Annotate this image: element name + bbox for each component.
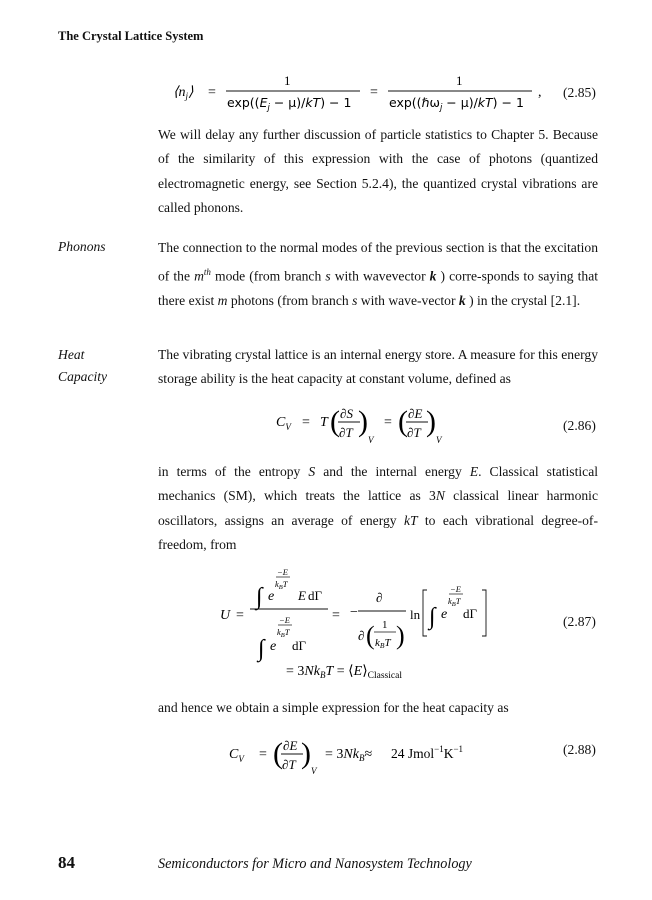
equation-2-88 xyxy=(225,728,525,782)
svg-text:1: 1 xyxy=(284,73,291,88)
svg-text:V: V xyxy=(436,435,442,445)
equation-number: (2.86) xyxy=(563,418,596,433)
svg-text:∂: ∂ xyxy=(358,628,365,643)
svg-text:∫: ∫ xyxy=(256,584,263,610)
svg-text:,: , xyxy=(538,85,542,100)
svg-text:−E: −E xyxy=(450,584,461,594)
equation-2-87 xyxy=(210,560,510,690)
equation-number: (2.87) xyxy=(563,614,596,629)
svg-text:∂T: ∂T xyxy=(407,425,421,440)
svg-text:= 3NkB≈: = $3Nk_B\approx$ xyxy=(325,747,373,763)
svg-text:kBT: kBT xyxy=(375,637,391,650)
svg-text:−: − xyxy=(350,605,358,620)
svg-text:dΓ: dΓ xyxy=(463,606,478,621)
svg-text:= 3NkBT = ⟨E⟩Classical: = $3Nk_BT$ = $⟨E⟩_{Classical}$ xyxy=(286,664,402,681)
svg-text:∂E: ∂E xyxy=(283,738,298,753)
footer-book-title: Semiconductors for Micro and Nanosystem Technology xyxy=(158,856,472,872)
heat-capacity-unit: K xyxy=(443,746,454,761)
svg-text:): ) xyxy=(396,621,405,650)
paragraph: and hence we obtain a simple expression for the heat capacity as xyxy=(158,700,509,715)
svg-text:exp((Ej − μ)/kT) − 1: $\exp((E_j - \mu)/kT) - 1$ xyxy=(227,95,352,112)
svg-text:ln: ln xyxy=(410,607,421,622)
paragraph: We will delay any further discussion of particle statistics to Chapter 5. Because of the similarity of this expression with the case of photons (quantized electromagnetic energy, see Section 5.2.4), the quantized crystal vibrations are called phonons. xyxy=(158,127,598,215)
svg-text:V: V xyxy=(368,435,374,445)
paragraph: The vibrating crystal lattice is an internal energy store. A measure for this energy storage ability is the heat capacity at constant volume, defined as xyxy=(158,347,598,387)
svg-text:∂T: ∂T xyxy=(282,757,296,772)
sidenote-phonons: Phonons xyxy=(58,239,106,254)
svg-text:dΓ: dΓ xyxy=(308,588,323,603)
svg-text:=: = xyxy=(332,608,340,623)
paragraph: in terms of the entropy S and the internal energy E. Classical statistical mechanics (SM), which treats the lattice as 3N classical linear harmonic oscillators, assigns an average of energy kT to each vibrational degree-of-freedom, from xyxy=(158,464,598,552)
svg-text:kBT: $k_BT$ xyxy=(277,627,290,639)
svg-text:=: = xyxy=(370,85,378,100)
svg-text:1: 1 xyxy=(382,619,388,631)
sidenote-heat-capacity: Heat Capacity xyxy=(58,347,108,384)
svg-text:CV: $C_V$ xyxy=(276,415,291,432)
svg-text:e: e xyxy=(270,639,277,654)
equation-2-85 xyxy=(160,66,560,112)
running-header: The Crystal Lattice System xyxy=(58,29,204,43)
svg-text:dΓ: dΓ xyxy=(292,638,307,653)
page-number: 84 xyxy=(58,853,75,872)
equation-number: (2.88) xyxy=(563,742,596,757)
svg-text:−E: −E xyxy=(279,615,290,625)
svg-text:∂S: ∂S xyxy=(340,406,353,421)
svg-text:V: V xyxy=(311,766,317,776)
svg-text:24 Jmol−1K−1: 24 $Jmol^{-1}K^{-1}$ xyxy=(391,744,464,761)
svg-text:⟨nj⟩: $⟨n_j⟩$ xyxy=(173,85,194,101)
equation-number: (2.85) xyxy=(563,85,596,100)
svg-text:1: 1 xyxy=(456,73,463,88)
svg-text:(: ( xyxy=(366,621,375,650)
svg-text:kBT: $k_BT$ xyxy=(275,579,288,591)
svg-text:=: = xyxy=(302,415,310,430)
svg-text:−E: −E xyxy=(277,567,288,577)
svg-text:CV: $C_V$ xyxy=(229,747,244,764)
svg-text:∫: ∫ xyxy=(429,604,436,630)
svg-text:∂E: ∂E xyxy=(408,406,423,421)
svg-text:=: = xyxy=(236,608,244,623)
svg-text:e: e xyxy=(268,589,275,604)
svg-text:T: T xyxy=(320,415,328,430)
svg-text:kBT: $k_BT$ xyxy=(448,596,461,608)
svg-text:=: = xyxy=(384,415,392,430)
svg-text:(: ( xyxy=(398,405,408,438)
svg-text:∂: ∂ xyxy=(376,590,383,605)
svg-text:∂T: ∂T xyxy=(339,425,353,440)
svg-text:(: ( xyxy=(273,737,283,770)
svg-text:=: = xyxy=(259,747,267,762)
svg-text:U: U xyxy=(220,608,231,623)
heat-capacity-value: 24 Jmol xyxy=(391,746,435,761)
svg-text:(: ( xyxy=(330,405,340,438)
svg-text:exp((ℏωj − μ)/kT) − 1: exp((ℏω$_j$ − μ)/kT) − 1 xyxy=(389,95,524,112)
svg-text:E: E xyxy=(298,588,306,603)
svg-text:): ) xyxy=(426,405,436,438)
svg-text:): ) xyxy=(358,405,368,438)
svg-text:e: e xyxy=(441,607,448,622)
equation-2-86 xyxy=(270,394,470,450)
paragraph: The connection to the normal modes of the previous section is that the excitation of the $m^{th}$ mode (from branch s with wavevector k ) corre-sponds to saying that there exist m photons (from branch s with wave-vector k ) in the crystal [2.1]. xyxy=(158,240,599,309)
svg-text:): ) xyxy=(301,737,311,770)
svg-text:=: = xyxy=(208,85,216,100)
svg-text:∫: ∫ xyxy=(258,636,265,662)
